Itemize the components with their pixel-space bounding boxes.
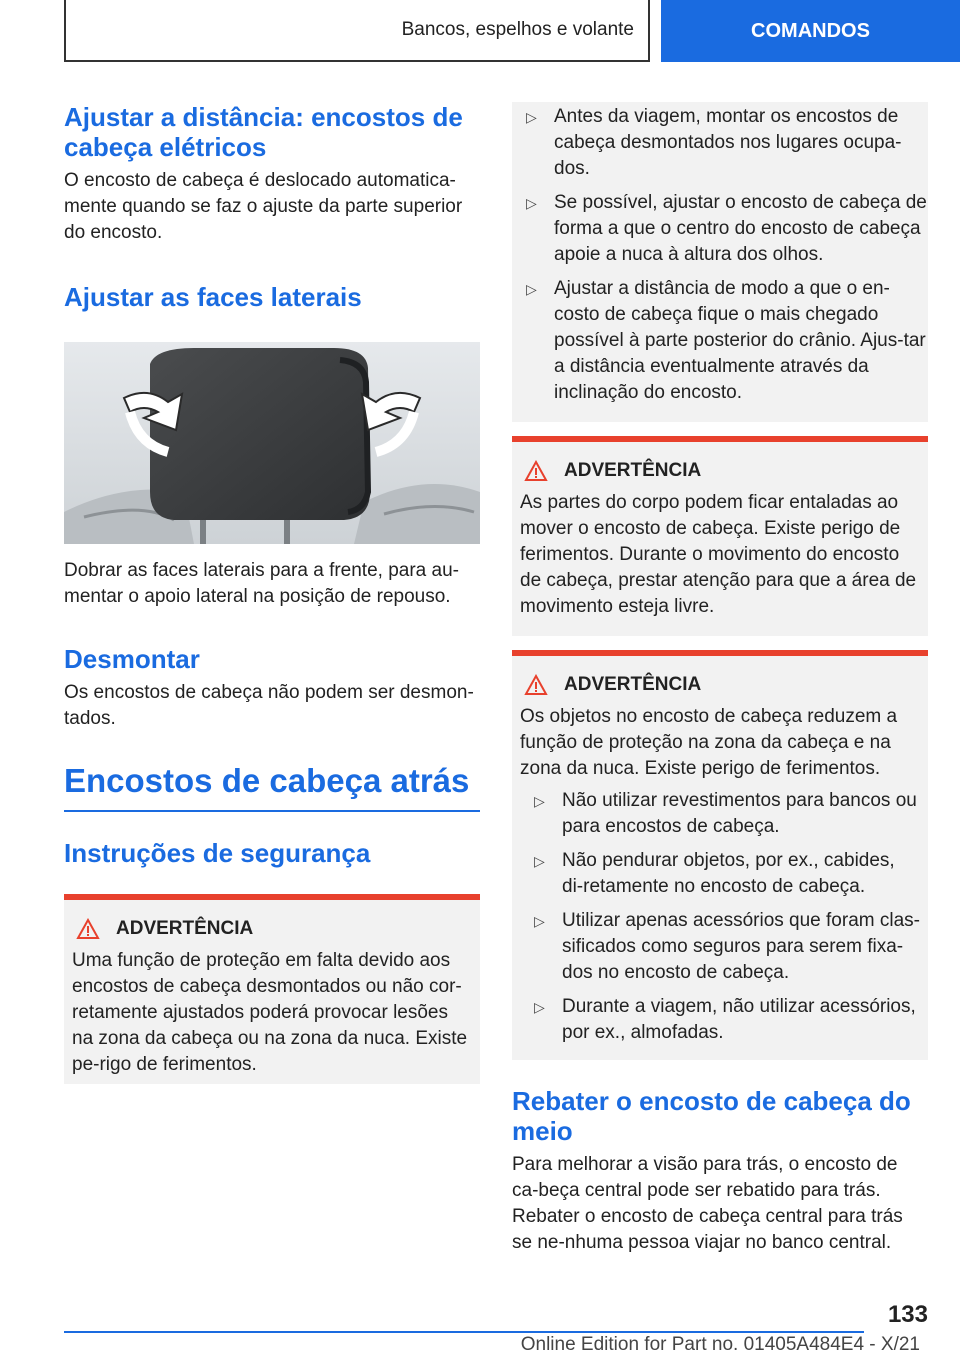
triangle-bullet-icon: ▷ (534, 793, 545, 809)
triangle-bullet-icon: ▷ (534, 853, 545, 869)
main-title-rear-headrests: Encostos de cabeça atrás (64, 760, 480, 812)
warning-title-row (520, 460, 920, 482)
triangle-bullet-icon: ▷ (534, 999, 545, 1015)
section-title-side-faces: Ajustar as faces laterais (64, 282, 362, 312)
section-text-remove: Os encostos de cabeça não podem ser desmon-tados. (64, 682, 474, 729)
list-item: ▷ Ajustar a distância de modo a que o en-costo de cabeça fique o mais chegado possível à parte posterior do crânio. Ajus-tar a distância eventualmente através da inclinação do encosto. (526, 278, 926, 403)
warning-box-safety (64, 894, 480, 1084)
header-section (64, 0, 650, 62)
header-section-label: Bancos, espelhos e volante (401, 19, 634, 40)
section-title-safety: Instruções de segurança (64, 838, 371, 868)
list-item: ▷ Não utilizar revestimentos para bancos ou para encostos de cabeça. (534, 790, 917, 837)
warning-triangle-icon (76, 918, 100, 940)
section-text-fold-middle: Para melhorar a visão para trás, o encosto de ca-beça central pode ser rebatido para trás. Rebater o encosto de cabeça central para trás se ne-nhuma pessoa viajar no banco central. (512, 1154, 903, 1253)
page-number: 133 (887, 1301, 928, 1328)
warning-text: As partes do corpo podem ficar entaladas ao mover o encosto de cabeça. Existe perigo de ferimentos. Durante o movimento do encosto de cabeça, prestar atenção para que a área de movimento esteja livre. (520, 492, 917, 617)
warning-box-objects (512, 650, 928, 1060)
header-chapter-label: COMANDOS (751, 19, 870, 42)
warning-title-row (520, 674, 920, 696)
headrest-illustration-svg (64, 342, 480, 544)
headrest-illustration (64, 342, 480, 544)
header-chapter-tab[interactable] (661, 0, 960, 62)
triangle-bullet-icon: ▷ (526, 109, 537, 125)
warning-title: ADVERTÊNCIA (564, 674, 702, 695)
footer-rule (64, 1331, 864, 1333)
list-item: ▷ Se possível, ajustar o encosto de cabeça de forma a que o centro do encosto de cabeça apoie a nuca à altura dos olhos. (526, 192, 927, 265)
instructions-list (512, 104, 928, 406)
instructions-box (512, 102, 928, 422)
section-title-remove: Desmontar (64, 644, 200, 674)
warning-triangle-icon (524, 460, 548, 482)
right-column (512, 102, 928, 1256)
triangle-bullet-icon: ▷ (534, 913, 545, 929)
warning-title: ADVERTÊNCIA (564, 460, 702, 481)
warning-box-pinching (512, 436, 928, 636)
warning-text: Os objetos no encosto de cabeça reduzem a função de proteção na zona da cabeça e na zona da nuca. Existe perigo de ferimentos. (520, 706, 898, 779)
section-title-distance: Ajustar a distância: encostos de cabeça elétricos (64, 102, 463, 162)
side-faces-caption: Dobrar as faces laterais para a frente, para au-mentar o apoio lateral na posição de repouso. (64, 560, 459, 607)
list-item: ▷ Não pendurar objetos, por ex., cabides, di-retamente no encosto de cabeça. (534, 850, 895, 897)
warning-triangle-icon (524, 674, 548, 696)
left-column (64, 102, 480, 1084)
list-item: ▷ Utilizar apenas acessórios que foram clas-sificados como seguros para serem fixa-dos no encosto de cabeça. (534, 910, 920, 983)
list-item: ▷ Durante a viagem, não utilizar acessórios, por ex., almofadas. (534, 996, 916, 1043)
list-item: ▷ Antes da viagem, montar os encostos de cabeça desmontados nos lugares ocupa-dos. (526, 106, 902, 179)
warning-list (520, 788, 920, 1046)
section-title-fold-middle: Rebater o encosto de cabeça do meio (512, 1086, 911, 1146)
triangle-bullet-icon: ▷ (526, 281, 537, 297)
footer-edition: Online Edition for Part no. 01405A484E4 - X/21 (520, 1334, 920, 1355)
warning-title-row (72, 918, 472, 940)
triangle-bullet-icon: ▷ (526, 195, 537, 211)
section-text-distance: O encosto de cabeça é deslocado automatica-mente quando se faz o ajuste da parte superior do encosto. (64, 170, 463, 243)
warning-title: ADVERTÊNCIA (116, 918, 254, 939)
warning-text: Uma função de proteção em falta devido aos encostos de cabeça desmontados ou não cor-retamente ajustados poderá provocar lesões na zona da cabeça ou na zona da nuca. Existe pe-rigo de ferimentos. (72, 950, 468, 1075)
